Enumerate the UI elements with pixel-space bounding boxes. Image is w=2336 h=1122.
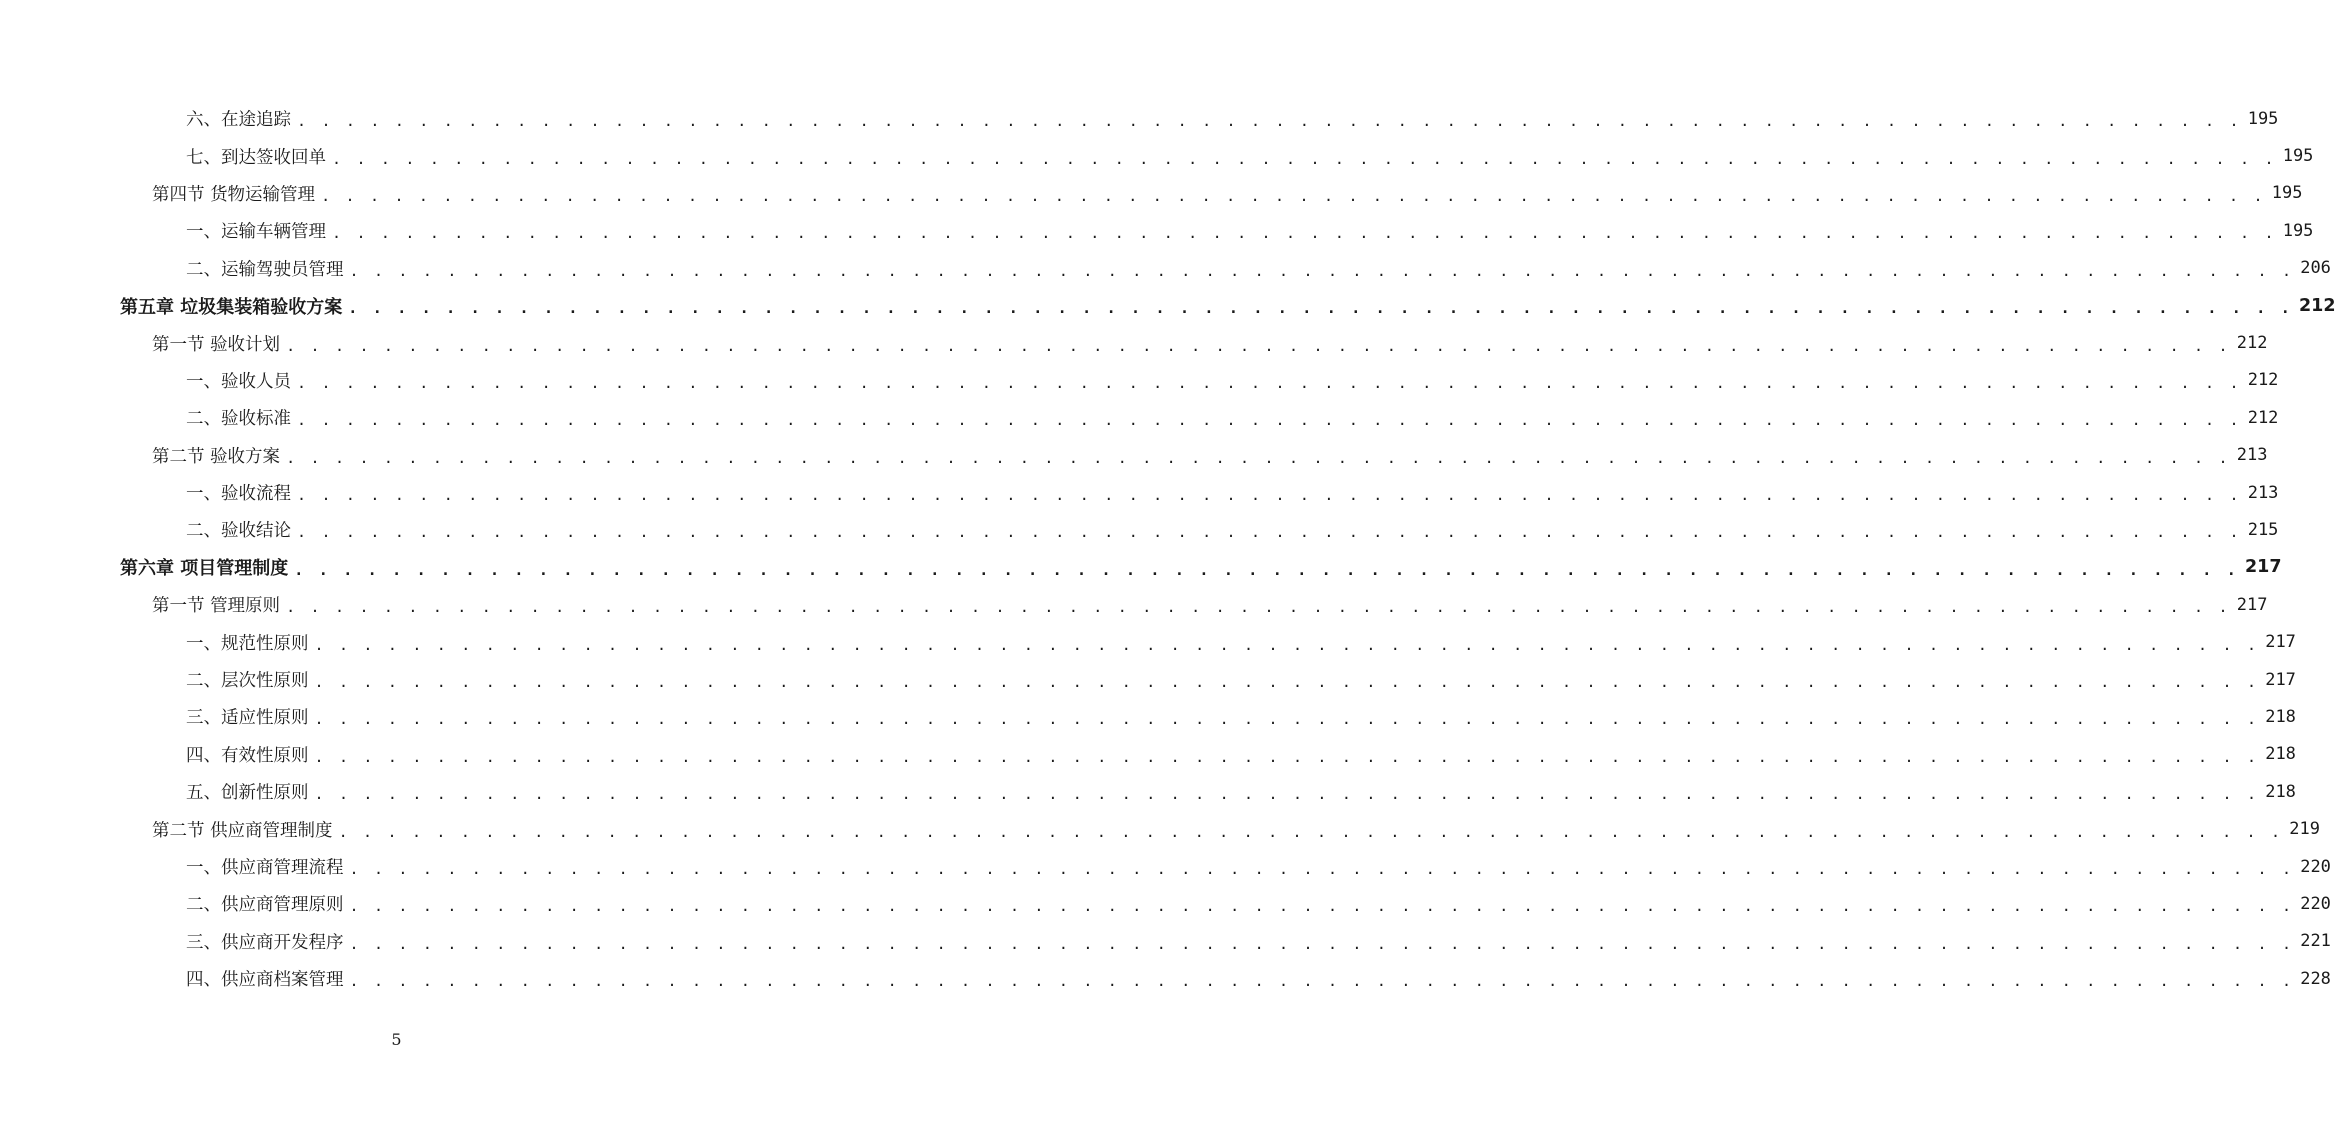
toc-entry-title: 第四节 货物运输管理 [152, 184, 316, 205]
toc-subsection-entry[interactable] [0, 100, 2279, 137]
table-of-contents [0, 100, 2336, 997]
toc-section-entry[interactable] [0, 437, 2268, 474]
toc-entry-page-number: 218 [2265, 781, 2296, 802]
toc-subsection-entry[interactable] [0, 848, 2331, 885]
toc-entry-title: 四、供应商档案管理 [186, 970, 344, 991]
toc-entry-title: 一、验收流程 [186, 484, 291, 505]
toc-section-entry[interactable] [0, 324, 2268, 361]
toc-subsection-entry[interactable] [0, 698, 2296, 735]
toc-entry-title: 二、供应商管理原则 [186, 895, 344, 916]
toc-subsection-entry[interactable] [0, 661, 2296, 698]
toc-entry-page-number: 212 [2298, 295, 2336, 316]
toc-entry-title: 五、创新性原则 [186, 783, 309, 804]
toc-dot-leader: . . . . . . . . . . . . . . . . . . . . . . . . . . . . . . . . . . . . . . . . . . . . . . . . . . . . . . . . . . . . . . . . . . . . . . . . . . . . . . . . [314, 673, 2260, 692]
toc-entry-page-number: 195 [2282, 146, 2314, 167]
page-number: 5 [391, 1030, 402, 1049]
toc-entry-title: 七、到达签收回单 [186, 147, 326, 168]
toc-subsection-entry[interactable] [0, 212, 2314, 249]
toc-entry-title: 四、有效性原则 [186, 745, 309, 766]
toc-chapter-entry[interactable] [0, 287, 2336, 324]
toc-entry-page-number: 212 [2236, 333, 2268, 354]
toc-dot-leader: . . . . . . . . . . . . . . . . . . . . . . . . . . . . . . . . . . . . . . . . . . . . . . . . . . . . . . . . . . . . . . . . . . . . . . . . . . . . . . . . [294, 560, 2239, 579]
toc-entry-page-number: 221 [2300, 931, 2331, 952]
toc-entry-title: 第一节 验收计划 [152, 334, 281, 355]
toc-dot-leader: . . . . . . . . . . . . . . . . . . . . . . . . . . . . . . . . . . . . . . . . . . . . . . . . . . . . . . . . . . . . . . . . . . . . . . . . . . . . . . . . [286, 598, 2231, 617]
toc-subsection-entry[interactable] [0, 474, 2279, 511]
toc-dot-leader: . . . . . . . . . . . . . . . . . . . . . . . . . . . . . . . . . . . . . . . . . . . . . . . . . . . . . . . . . . . . . . . . . . . . . . . . . . . . . . . . [297, 411, 2242, 430]
toc-entry-page-number: 212 [2247, 407, 2279, 428]
toc-dot-leader: . . . . . . . . . . . . . . . . . . . . . . . . . . . . . . . . . . . . . . . . . . . . . . . . . . . . . . . . . . . . . . . . . . . . . . . . . . . . . . . . [297, 486, 2242, 505]
toc-subsection-entry[interactable] [0, 623, 2296, 660]
toc-subsection-entry[interactable] [0, 250, 2331, 287]
toc-subsection-entry[interactable] [0, 923, 2331, 960]
toc-dot-leader: . . . . . . . . . . . . . . . . . . . . . . . . . . . . . . . . . . . . . . . . . . . . . . . . . . . . . . . . . . . . . . . . . . . . . . . . . . . . . . . . [349, 934, 2295, 953]
toc-entry-page-number: 217 [2236, 594, 2268, 615]
toc-entry-page-number: 217 [2265, 632, 2296, 653]
toc-entry-title: 二、验收结论 [186, 521, 291, 542]
toc-entry-title: 三、适应性原则 [186, 708, 309, 729]
toc-entry-title: 一、供应商管理流程 [186, 858, 344, 878]
toc-dot-leader: . . . . . . . . . . . . . . . . . . . . . . . . . . . . . . . . . . . . . . . . . . . . . . . . . . . . . . . . . . . . . . . . . . . . . . . . . . . . . . . . [349, 897, 2295, 916]
toc-entry-page-number: 218 [2265, 706, 2296, 727]
toc-dot-leader: . . . . . . . . . . . . . . . . . . . . . . . . . . . . . . . . . . . . . . . . . . . . . . . . . . . . . . . . . . . . . . . . . . . . . . . . . . . . . . . . [314, 635, 2260, 654]
toc-entry-page-number: 206 [2300, 258, 2331, 279]
toc-entry-title: 六、在途追踪 [186, 110, 291, 131]
toc-entry-title: 一、运输车辆管理 [186, 222, 326, 243]
toc-entry-page-number: 195 [2271, 183, 2303, 204]
toc-subsection-entry[interactable] [0, 399, 2279, 436]
toc-dot-leader: . . . . . . . . . . . . . . . . . . . . . . . . . . . . . . . . . . . . . . . . . . . . . . . . . . . . . . . . . . . . . . . . . . . . . . . . . . . . . . . . [349, 261, 2295, 280]
toc-entry-title: 第一节 管理原则 [152, 596, 281, 617]
toc-dot-leader: . . . . . . . . . . . . . . . . . . . . . . . . . . . . . . . . . . . . . . . . . . . . . . . . . . . . . . . . . . . . . . . . . . . . . . . . . . . . . . . . [297, 112, 2242, 131]
toc-chapter-entry[interactable] [0, 549, 2282, 586]
toc-subsection-entry[interactable] [0, 362, 2279, 399]
toc-entry-page-number: 212 [2247, 370, 2279, 391]
toc-dot-leader: . . . . . . . . . . . . . . . . . . . . . . . . . . . . . . . . . . . . . . . . . . . . . . . . . . . . . . . . . . . . . . . . . . . . . . . . . . . . . . . . [321, 186, 2266, 205]
toc-entry-page-number: 228 [2300, 968, 2331, 989]
toc-entry-title: 第二节 供应商管理制度 [152, 820, 333, 841]
toc-entry-page-number: 213 [2236, 445, 2268, 466]
toc-entry-page-number: 215 [2247, 519, 2279, 540]
toc-entry-page-number: 220 [2300, 856, 2331, 877]
toc-entry-title: 第二节 验收方案 [152, 446, 281, 467]
toc-section-entry[interactable] [0, 586, 2268, 623]
toc-entry-page-number: 220 [2300, 893, 2331, 914]
toc-entry-page-number: 217 [2244, 557, 2282, 578]
toc-subsection-entry[interactable] [0, 773, 2296, 810]
toc-entry-title: 二、运输驾驶员管理 [186, 259, 344, 280]
toc-dot-leader: . . . . . . . . . . . . . . . . . . . . . . . . . . . . . . . . . . . . . . . . . . . . . . . . . . . . . . . . . . . . . . . . . . . . . . . . . . . . . . . . [297, 523, 2242, 542]
toc-dot-leader: . . . . . . . . . . . . . . . . . . . . . . . . . . . . . . . . . . . . . . . . . . . . . . . . . . . . . . . . . . . . . . . . . . . . . . . . . . . . . . . . [332, 149, 2277, 168]
toc-dot-leader: . . . . . . . . . . . . . . . . . . . . . . . . . . . . . . . . . . . . . . . . . . . . . . . . . . . . . . . . . . . . . . . . . . . . . . . . . . . . . . . . [314, 747, 2260, 766]
toc-subsection-entry[interactable] [0, 736, 2296, 773]
toc-entry-title: 第五章 垃圾集装箱验收方案 [120, 296, 343, 318]
toc-section-entry[interactable] [0, 810, 2320, 847]
toc-entry-title: 二、验收标准 [186, 409, 291, 430]
toc-entry-page-number: 218 [2265, 744, 2296, 765]
toc-entry-title: 第六章 项目管理制度 [120, 558, 289, 580]
toc-entry-page-number: 217 [2265, 669, 2296, 690]
toc-entry-title: 二、层次性原则 [186, 671, 309, 692]
toc-entry-page-number: 195 [2282, 220, 2314, 241]
toc-dot-leader: . . . . . . . . . . . . . . . . . . . . . . . . . . . . . . . . . . . . . . . . . . . . . . . . . . . . . . . . . . . . . . . . . . . . . . . . . . . . . . . . [349, 860, 2295, 878]
toc-dot-leader: . . . . . . . . . . . . . . . . . . . . . . . . . . . . . . . . . . . . . . . . . . . . . . . . . . . . . . . . . . . . . . . . . . . . . . . . . . . . . . . . [348, 299, 2293, 318]
toc-entry-page-number: 195 [2247, 108, 2279, 129]
toc-subsection-entry[interactable] [0, 511, 2279, 548]
toc-dot-leader: . . . . . . . . . . . . . . . . . . . . . . . . . . . . . . . . . . . . . . . . . . . . . . . . . . . . . . . . . . . . . . . . . . . . . . . . . . . . . . . . [338, 822, 2284, 841]
toc-dot-leader: . . . . . . . . . . . . . . . . . . . . . . . . . . . . . . . . . . . . . . . . . . . . . . . . . . . . . . . . . . . . . . . . . . . . . . . . . . . . . . . . [314, 710, 2260, 729]
toc-entry-title: 一、规范性原则 [186, 633, 309, 654]
toc-dot-leader: . . . . . . . . . . . . . . . . . . . . . . . . . . . . . . . . . . . . . . . . . . . . . . . . . . . . . . . . . . . . . . . . . . . . . . . . . . . . . . . . [332, 224, 2277, 243]
toc-section-entry[interactable] [0, 175, 2303, 212]
toc-dot-leader: . . . . . . . . . . . . . . . . . . . . . . . . . . . . . . . . . . . . . . . . . . . . . . . . . . . . . . . . . . . . . . . . . . . . . . . . . . . . . . . . [286, 448, 2231, 467]
toc-dot-leader: . . . . . . . . . . . . . . . . . . . . . . . . . . . . . . . . . . . . . . . . . . . . . . . . . . . . . . . . . . . . . . . . . . . . . . . . . . . . . . . . [314, 785, 2260, 804]
toc-dot-leader: . . . . . . . . . . . . . . . . . . . . . . . . . . . . . . . . . . . . . . . . . . . . . . . . . . . . . . . . . . . . . . . . . . . . . . . . . . . . . . . . [349, 972, 2295, 991]
toc-entry-page-number: 219 [2289, 819, 2320, 840]
toc-entry-page-number: 213 [2247, 482, 2279, 503]
toc-subsection-entry[interactable] [0, 137, 2314, 174]
toc-entry-title: 一、验收人员 [186, 371, 291, 392]
toc-subsection-entry[interactable] [0, 960, 2331, 997]
toc-subsection-entry[interactable] [0, 885, 2331, 922]
toc-entry-title: 三、供应商开发程序 [186, 932, 344, 953]
toc-dot-leader: . . . . . . . . . . . . . . . . . . . . . . . . . . . . . . . . . . . . . . . . . . . . . . . . . . . . . . . . . . . . . . . . . . . . . . . . . . . . . . . . [297, 373, 2242, 392]
toc-dot-leader: . . . . . . . . . . . . . . . . . . . . . . . . . . . . . . . . . . . . . . . . . . . . . . . . . . . . . . . . . . . . . . . . . . . . . . . . . . . . . . . . [286, 336, 2231, 355]
